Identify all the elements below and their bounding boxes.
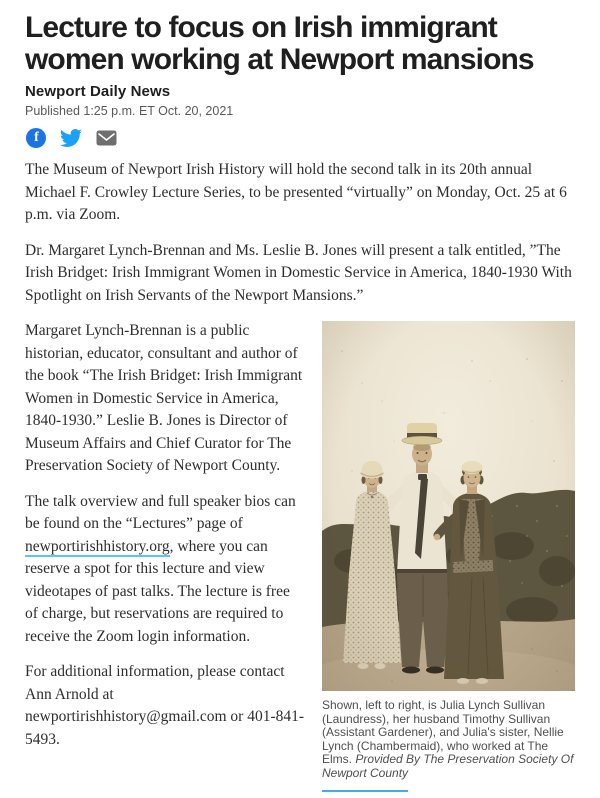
paragraph-3: Margaret Lynch-Brennan is a public historian, educator, consultant and author of the book “The Irish Bridget: Irish Immigrant Women in Domestic Service in America, 1840-1930.” Leslie B. Jones is Director of Museum Affairs and Chief Curator for The Preservation Society of Newport County. [25, 322, 303, 474]
caption-credit: Provided By The Preservation Society Of Newport County [322, 752, 574, 780]
published-timestamp: Published 1:25 p.m. ET Oct. 20, 2021 [25, 104, 234, 118]
article-body [25, 159, 575, 780]
article-figure [322, 321, 575, 792]
article-photo [322, 321, 575, 691]
email-share-button[interactable] [95, 127, 117, 149]
photo-caption [322, 699, 575, 780]
facebook-icon: f [26, 128, 46, 148]
paragraph-5: For additional information, please contact Ann Arnold at newportirishhistory@gmail.com or 401-841-5493. [25, 663, 305, 748]
twitter-share-button[interactable] [60, 127, 82, 149]
vintage-photo-illustration [322, 321, 575, 691]
byline-source: Newport Daily News [25, 83, 171, 100]
page-title: Lecture to focus on Irish immigrant women working at Newport mansions [25, 11, 534, 76]
email-icon [96, 130, 117, 146]
newportirishhistory-link[interactable]: newportirishhistory.org [25, 537, 170, 555]
paragraph-2: Dr. Margaret Lynch-Brennan and Ms. Leslie B. Jones will present a talk entitled, ”The Irish Bridget: Irish Immigrant Women in Domestic Service in America, 1840-1930 With Spotlight on Irish Servants of the Newport Mansions.” [25, 241, 572, 304]
caption-text: Shown, left to right, is Julia Lynch Sullivan (Laundress), her husband Timothy Sullivan (Assistant Gardener), and Julia's sister, Nellie Lynch (Chambermaid), who worked at The Elms. [322, 698, 564, 766]
paragraph-4-text-before: The talk overview and full speaker bios can be found on the “Lectures” page of [25, 492, 296, 532]
embed-divider [322, 790, 408, 792]
twitter-icon [60, 127, 82, 149]
share-toolbar [25, 127, 575, 149]
facebook-share-button[interactable] [25, 127, 47, 149]
paragraph-1: The Museum of Newport Irish History will hold the second talk in its 20th annual Michael F. Crowley Lecture Series, to be presented “virtually” on Monday, Oct. 25 at 6 p.m. via Zoom. [25, 161, 567, 223]
paragraph-4-text-after: , where you can reserve a spot for this lecture and view videotapes of past talks. The lecture is free of charge, but reservations are required to receive the Zoom login information. [25, 537, 290, 645]
